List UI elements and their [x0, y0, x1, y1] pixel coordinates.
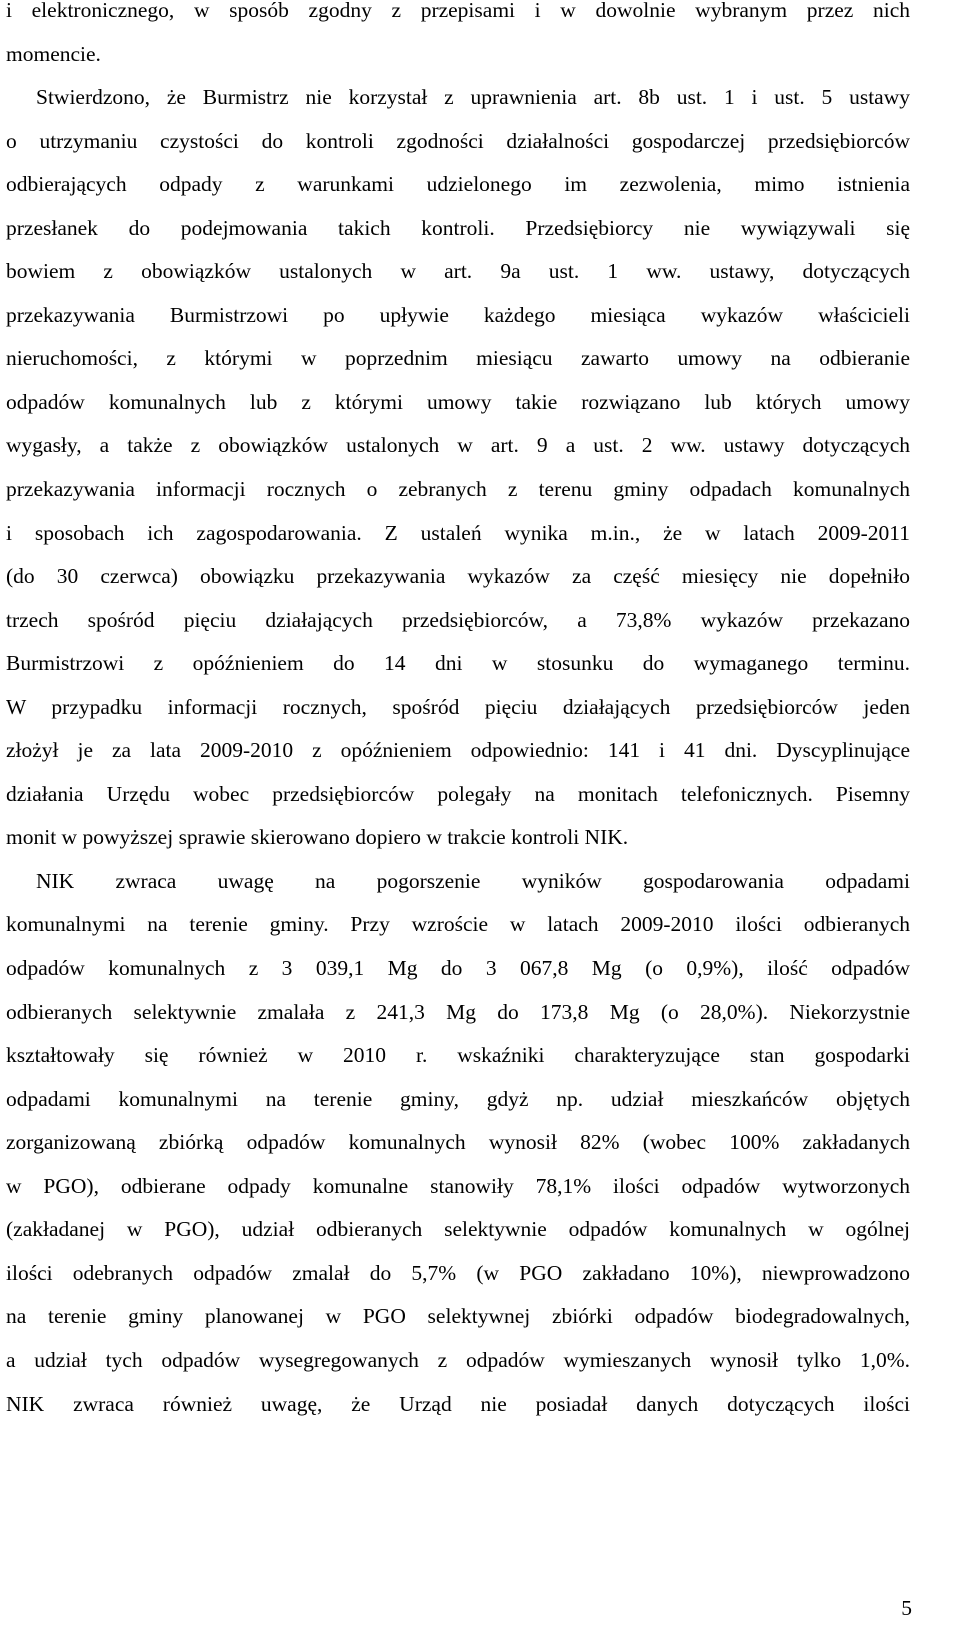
text-line: momencie.	[6, 41, 101, 66]
text-line: w PGO), odbierane odpady komunalne stanowiły 78,1% ilości odpadów wytworzonych	[6, 1173, 910, 1198]
text-line: odpadów komunalnych z 3 039,1 Mg do 3 067,8 Mg (o 0,9%), ilość odpadów	[6, 956, 910, 981]
text-line: działania Urzędu wobec przedsiębiorców polegały na monitach telefonicznych. Pisemny	[6, 781, 910, 806]
text-line: na terenie gminy planowanej w PGO selektywnej zbiórki odpadów biodegradowalnych,	[6, 1304, 910, 1329]
text-line: Stwierdzono, że Burmistrz nie korzystał z uprawnienia art. 8b ust. 1 i ust. 5 ustawy	[36, 85, 910, 110]
text-line: (do 30 czerwca) obowiązku przekazywania wykazów za część miesięcy nie dopełniło	[6, 564, 910, 589]
text-line: a udział tych odpadów wysegregowanych z odpadów wymieszanych wynosił tylko 1,0%.	[6, 1347, 910, 1372]
text-line: przekazywania Burmistrzowi po upływie każdego miesiąca wykazów właścicieli	[6, 302, 910, 327]
text-line: i elektronicznego, w sposób zgodny z przepisami i w dowolnie wybranym przez nich	[6, 0, 910, 22]
text-line: NIK zwraca również uwagę, że Urząd nie posiadał danych dotyczących ilości	[6, 1391, 910, 1416]
text-line: nieruchomości, z którymi w poprzednim miesiącu zawarto umowy na odbieranie	[6, 346, 910, 371]
text-line: odbieranych selektywnie zmalała z 241,3 Mg do 173,8 Mg (o 28,0%). Niekorzystnie	[6, 999, 910, 1024]
text-line: przekazywania informacji rocznych o zebranych z terenu gminy odpadach komunalnych	[6, 477, 910, 502]
page-number: 5	[901, 1596, 912, 1620]
text-line: (zakładanej w PGO), udział odbieranych selektywnie odpadów komunalnych w ogólnej	[6, 1217, 910, 1242]
paragraph-2	[6, 76, 910, 860]
paragraph-1	[6, 0, 910, 76]
text-line: komunalnymi na terenie gminy. Przy wzroście w latach 2009-2010 ilości odbieranych	[6, 912, 910, 937]
text-line: wygasły, a także z obowiązków ustalonych w art. 9 a ust. 2 ww. ustawy dotyczących	[6, 433, 910, 458]
text-line: ilości odebranych odpadów zmalał do 5,7% (w PGO zakładano 10%), niewprowadzono	[6, 1260, 910, 1285]
text-line: odbierających odpady z warunkami udzielonego im zezwolenia, mimo istnienia	[6, 172, 910, 197]
text-line: przesłanek do podejmowania takich kontroli. Przedsiębiorcy nie wywiązywali się	[6, 215, 910, 240]
text-line: monit w powyższej sprawie skierowano dopiero w trakcie kontroli NIK.	[6, 825, 629, 850]
paragraph-3	[6, 860, 910, 1426]
text-line: odpadów komunalnych lub z którymi umowy takie rozwiązano lub których umowy	[6, 389, 910, 414]
text-line: Burmistrzowi z opóźnieniem do 14 dni w stosunku do wymaganego terminu.	[6, 651, 910, 676]
text-line: złożył je za lata 2009-2010 z opóźnieniem odpowiednio: 141 i 41 dni. Dyscyplinujące	[6, 738, 910, 763]
text-line: odpadami komunalnymi na terenie gminy, gdyż np. udział mieszkańców objętych	[6, 1086, 910, 1111]
text-line: zorganizowaną zbiórką odpadów komunalnych wynosił 82% (wobec 100% zakładanych	[6, 1130, 910, 1155]
text-line: i sposobach ich zagospodarowania. Z ustaleń wynika m.in., że w latach 2009-2011	[6, 520, 910, 545]
text-line: kształtowały się również w 2010 r. wskaźniki charakteryzujące stan gospodarki	[6, 1043, 910, 1068]
text-line: trzech spośród pięciu działających przedsiębiorców, a 73,8% wykazów przekazano	[6, 607, 910, 632]
text-line: W przypadku informacji rocznych, spośród pięciu działających przedsiębiorców jeden	[6, 694, 910, 719]
text-line: bowiem z obowiązków ustalonych w art. 9a ust. 1 ww. ustawy, dotyczących	[6, 259, 910, 284]
document-page	[6, 0, 910, 1426]
text-line: NIK zwraca uwagę na pogorszenie wyników gospodarowania odpadami	[36, 868, 910, 893]
text-line: o utrzymaniu czystości do kontroli zgodności działalności gospodarczej przedsiębiorców	[6, 128, 910, 153]
